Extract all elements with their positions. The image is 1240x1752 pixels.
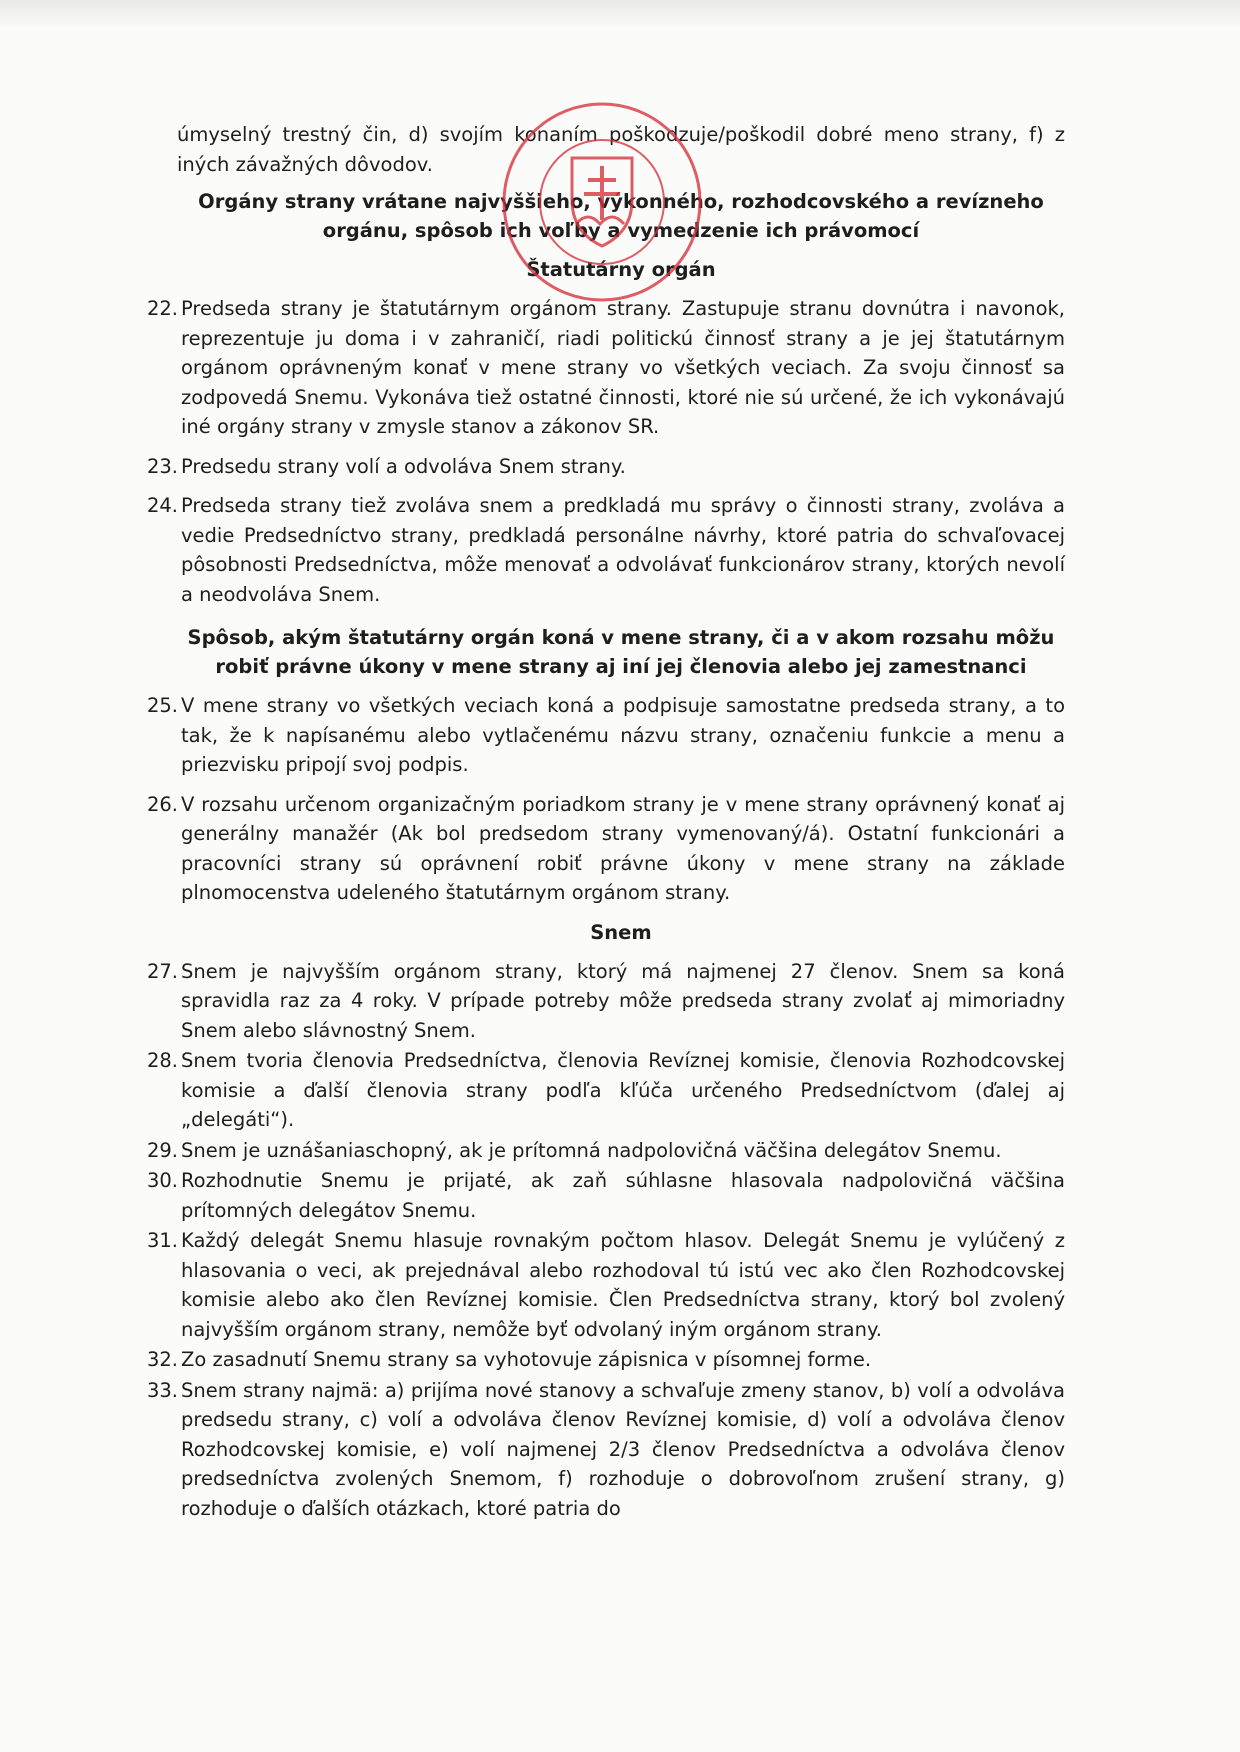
clause-27: [146, 957, 1065, 1046]
clause-text: Predseda strany tiež zvoláva snem a predkladá mu správy o činnosti strany, zvoláva a vedie Predsedníctvo strany, predkladá personálne návrhy, ktoré patria do schvaľovacej pôsobnosti Predsedníctva, môže menovať a odvolávať funkcionárov strany, ktorých nevolí a neodvoláva Snem.: [181, 494, 1065, 606]
clause-number: 24.: [146, 494, 178, 517]
clause-text: V rozsahu určenom organizačným poriadkom strany je v mene strany oprávnený konať aj generálny manažér (Ak bol predsedom strany vymenovaný/á). Ostatní funkcionári a pracovníci strany sú oprávnení robiť právne úkony v mene strany na základe plnomocenstva udeleného štatutárnym orgánom strany.: [181, 792, 1065, 904]
page-edge-shadow: [0, 0, 1240, 28]
clause-text: Snem je najvyšším orgánom strany, ktorý má najmenej 27 členov. Snem sa koná spravidla raz za 4 roky. V prípade potreby môže predseda strany zvolať aj mimoriadny Snem alebo slávnostný Snem.: [181, 959, 1065, 1042]
document-body: [146, 120, 1065, 1524]
clause-24: [146, 491, 1065, 609]
clause-text: Predsedu strany volí a odvoláva Snem strany.: [181, 454, 626, 478]
clause-33: [146, 1376, 1065, 1524]
clause-number: 31.: [146, 1229, 178, 1252]
section-heading-acting-on-behalf: Spôsob, akým štatutárny orgán koná v mene strany, či a v akom rozsahu môžu robiť právne úkony v mene strany aj iní jej členovia alebo jej zamestnanci: [187, 626, 1055, 678]
clause-text: Snem strany najmä: a) prijíma nové stanovy a schvaľuje zmeny stanov, b) volí a odvoláva predsedu strany, c) volí a odvoláva členov Revíznej komisie, d) volí a odvoláva členov Rozhodcovskej komisie, e) volí najmenej 2/3 členov Predsedníctva a odvoláva členov predsedníctva zvolených Snemom, f) rozhoduje o dobrovoľnom zrušení strany, g) rozhoduje o ďalších otázkach, ktoré patria do: [181, 1378, 1065, 1520]
clause-number: 29.: [146, 1138, 178, 1162]
clause-32: [146, 1345, 1065, 1375]
clause-text: Zo zasadnutí Snemu strany sa vyhotovuje zápisnica v písomnej forme.: [181, 1348, 872, 1371]
clause-number: 32.: [146, 1348, 178, 1371]
clause-number: 23.: [146, 454, 178, 478]
clause-text: Každý delegát Snemu hlasuje rovnakým počtom hlasov. Delegát Snemu je vylúčený z hlasovania o veci, ak prejednával alebo rozhodoval tú istú vec ako člen Rozhodcovskej komisie alebo ako člen Revíznej komisie. Člen Predsedníctva strany, ktorý bol zvolený najvyšším orgánom strany, nemôže byť odvolaný iným orgánom strany.: [181, 1229, 1065, 1341]
clause-30: [146, 1166, 1065, 1225]
clause-number: 22.: [146, 297, 178, 320]
clause-28: [146, 1046, 1065, 1135]
clause-number: 26.: [146, 792, 178, 816]
clause-22: [146, 294, 1065, 442]
clause-25: [146, 691, 1065, 780]
section-heading-snem: Snem: [590, 920, 652, 944]
clause-31: [146, 1226, 1065, 1344]
clause-text: Rozhodnutie Snemu je prijaté, ak zaň súhlasne hlasovala nadpolovičná väčšina prítomných delegátov Snemu.: [181, 1169, 1065, 1222]
clause-text: Predseda strany je štatutárnym orgánom strany. Zastupuje stranu dovnútra i navonok, reprezentuje ju doma i v zahraničí, riadi politickú činnosť strany a je jej štatutárnym orgánom oprávneným konať v mene strany vo všetkých veciach. Za svoju činnosť sa zodpovedá Snemu. Vykonáva tiež ostatné činnosti, ktoré nie sú určené, že ich vykonávajú iné orgány strany v zmysle stanov a zákonov SR.: [181, 297, 1065, 438]
clause-number: 30.: [146, 1169, 178, 1192]
section-heading-organs: Orgány strany vrátane najvyššieho, výkonného, rozhodcovského a revízneho orgánu, spôsob ich voľby a vymedzenie ich právomocí: [198, 190, 1044, 242]
clause-23: [146, 452, 1065, 482]
clause-26: [146, 790, 1065, 908]
clause-number: 28.: [146, 1049, 178, 1072]
clause-text: Snem je uznášaniaschopný, ak je prítomná nadpolovičná väčšina delegátov Snemu.: [181, 1138, 1002, 1162]
clause-number: 33.: [146, 1378, 178, 1402]
clause-text: V mene strany vo všetkých veciach koná a podpisuje samostatne predseda strany, a to tak, že k napísanému alebo vytlačenému názvu strany, označeniu funkcie a menu a priezvisku pripojí svoj podpis.: [181, 694, 1065, 776]
clause-number: 27.: [146, 959, 178, 983]
intro-paragraph: úmyselný trestný čin, d) svojím konaním poškodzuje/poškodil dobré meno strany, f) z iných závažných dôvodov.: [177, 123, 1065, 176]
clause-29: [146, 1136, 1065, 1166]
section-subheading-statutory-body: Štatutárny orgán: [526, 258, 716, 281]
clause-text: Snem tvoria členovia Predsedníctva, členovia Revíznej komisie, členovia Rozhodcovskej komisie a ďalší členovia strany podľa kľúča určeného Predsedníctvom (ďalej aj „delegáti“).: [181, 1049, 1065, 1131]
clause-number: 25.: [146, 694, 178, 717]
